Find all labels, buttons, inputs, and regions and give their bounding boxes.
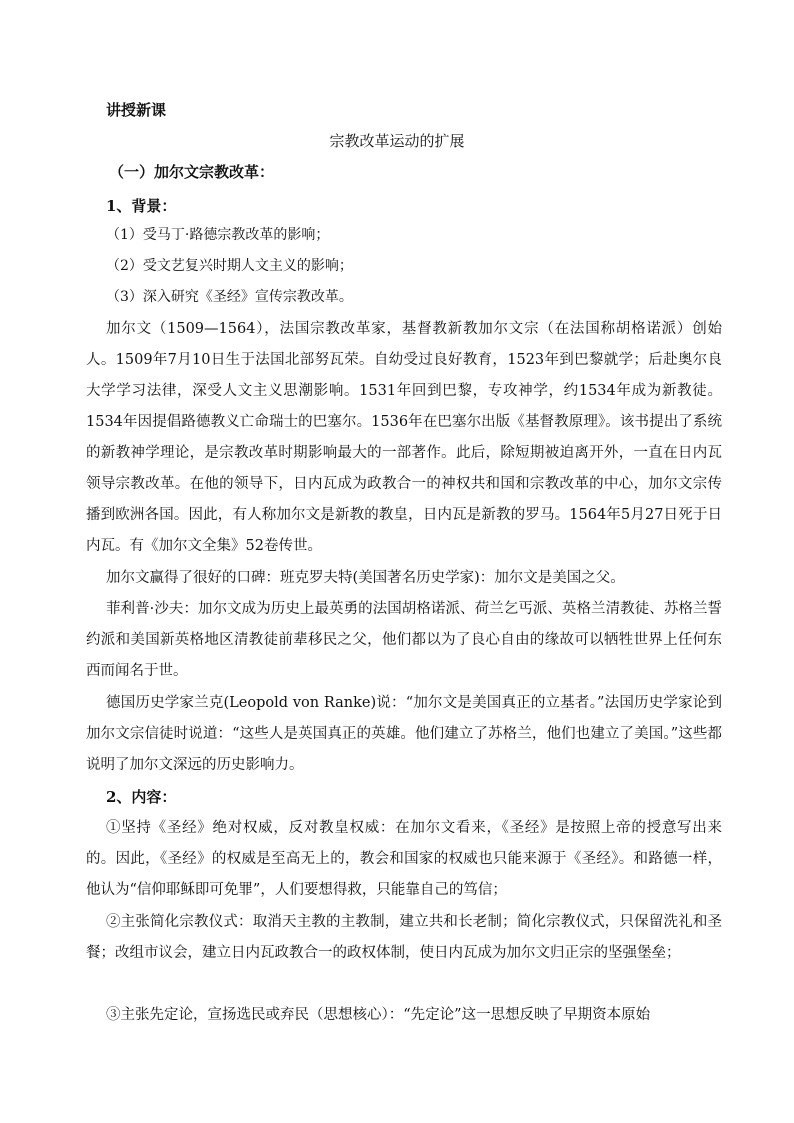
reputation-paragraph: 加尔文赢得了很好的口碑：班克罗夫特(美国著名历史学家)：加尔文是美国之父。 <box>106 570 625 586</box>
schaff-quote-paragraph: 菲利普·沙夫：加尔文成为历史上最英勇的法国胡格诺派、荷兰乞丐派、英格兰清教徒、苏格兰誓约派和美国新英格地区清教徒前辈移民之父，他们都以为了良心自由的缘故可以牺牲世界上任何东西而闻名于世。 <box>86 601 722 679</box>
lesson-heading: 讲授新课 <box>106 101 167 119</box>
background-heading: 1、背景： <box>106 197 177 215</box>
ranke-quote-paragraph: 德国历史学家兰克(Leopold von Ranke)说：“加尔文是美国真正的立基者。”法国历史学家论到加尔文宗信徒时说道：“这些人是英国真正的英雄。他们建立了苏格兰，他们也建立了美国。”这些都说明了加尔文深远的历史影响力。 <box>86 695 722 773</box>
background-item-1: （1）受马丁·路德宗教改革的影响； <box>106 227 330 243</box>
background-item-3: （3）深入研究《圣经》宣传宗教改革。 <box>106 289 353 305</box>
calvin-biography-paragraph: 加尔文（1509—1564），法国宗教改革家，基督教新教加尔文宗（在法国称胡格诺派）创始人。1509年7月10日生于法国北部努瓦荣。自幼受过良好教育，1523年到巴黎就学；后赴奥尔良大学学习法律，深受人文主义思潮影响。1531年回到巴黎，专攻神学，约1534年成为新教徒。1534年因提倡路德教义亡命瑞士的巴塞尔。1536年在巴塞尔出版《基督教原理》。该书提出了系统的新教神学理论，是宗教改革时期影响最大的一部著作。此后，除短期被迫离开外，一直在日内瓦领导宗教改革。在他的领导下，日内瓦成为政教合一的神权共和国和宗教改革的中心，加尔文宗传播到欧洲各国。因此，有人称加尔文是新教的教皇，日内瓦是新教的罗马。1564年5月27日死于日内瓦。有《加尔文全集》52卷传世。 <box>86 321 722 554</box>
section-heading-calvin-reform: （一）加尔文宗教改革： <box>109 163 275 181</box>
content-heading: 2、内容： <box>106 788 177 806</box>
content-point-2: ②主张简化宗教仪式：取消天主教的主教制，建立共和长老制；简化宗教仪式，只保留洗礼和圣餐；改组市议会，建立日内瓦政教合一的政权体制，使日内瓦成为加尔文归正宗的坚强堡垒； <box>86 914 722 961</box>
page-title: 宗教改革运动的扩展 <box>329 132 465 150</box>
content-point-1: ①坚持《圣经》绝对权威，反对教皇权威：在加尔文看来，《圣经》是按照上帝的授意写出来的。因此，《圣经》的权威是至高无上的，教会和国家的权威也只能来源于《圣经》。和路德一样，他认为“信仰耶稣即可免罪”，人们要想得救，只能靠自己的笃信； <box>86 820 722 898</box>
content-point-3: ③主张先定论，宣扬选民或弃民（思想核心）：“先定论”这一思想反映了早期资本原始 <box>106 1007 651 1023</box>
background-item-2: （2）受文艺复兴时期人文主义的影响； <box>106 258 353 274</box>
